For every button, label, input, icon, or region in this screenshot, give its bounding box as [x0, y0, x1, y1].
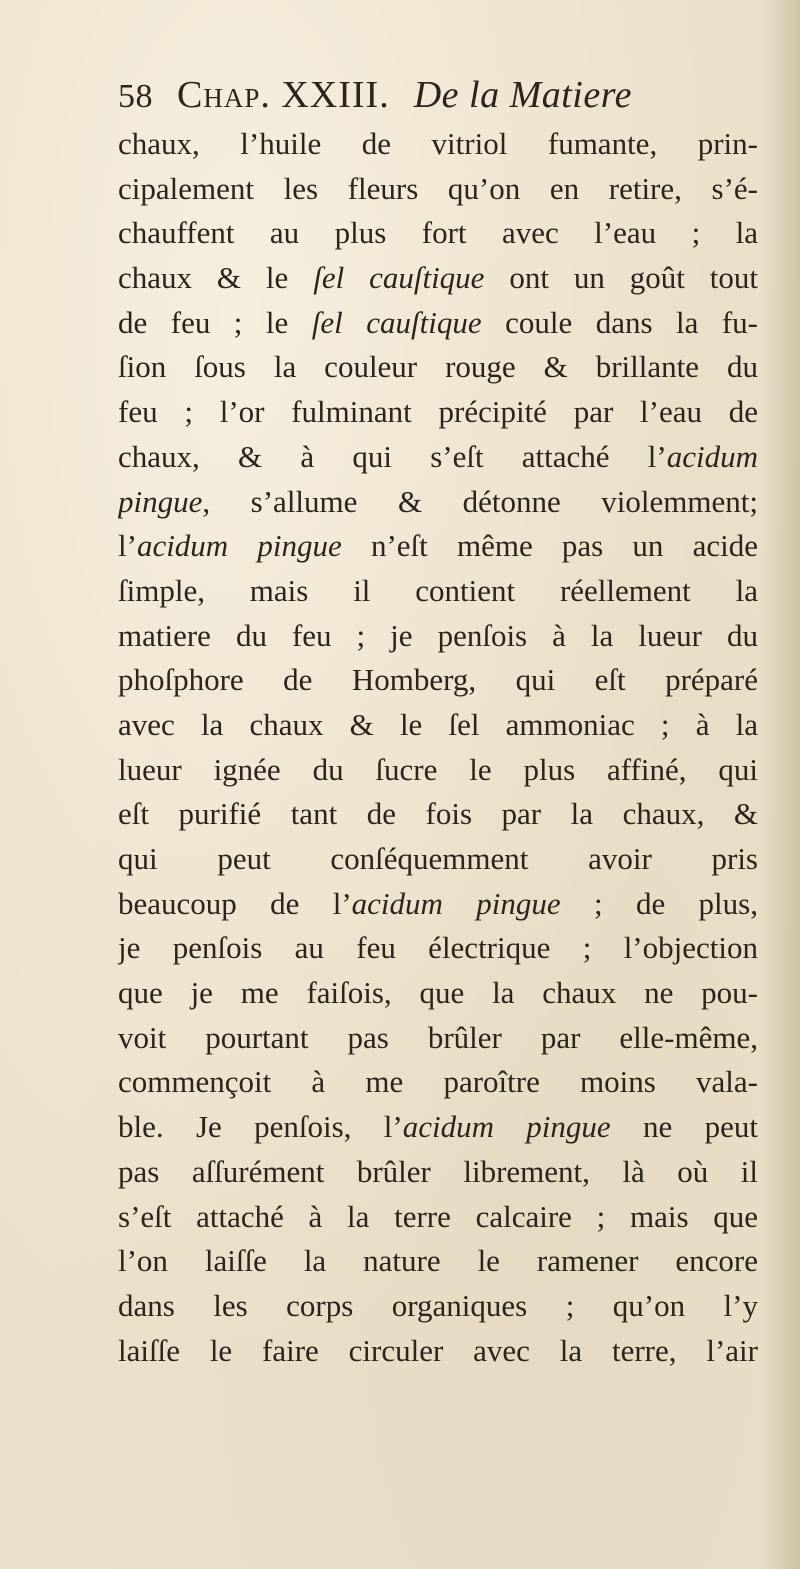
- chapter-heading: Chap. XXIII.: [177, 74, 390, 116]
- text-line: l’acidum pingue n’eſt même pas un acide: [118, 528, 758, 564]
- page-number: 58: [118, 78, 153, 115]
- text-line: je penſois au feu électrique ; l’objection: [118, 930, 758, 966]
- text-line: chauffent au plus fort avec l’eau ; la: [118, 215, 758, 251]
- body-text: [118, 122, 758, 1373]
- text-line: pingue, s’allume & détonne violemment;: [118, 483, 758, 519]
- text-line: que je me faiſois, que la chaux ne pou-: [118, 975, 758, 1011]
- text-line: qui peut conſéquemment avoir pris: [118, 841, 758, 876]
- text-line: avec la chaux & le ſel ammoniac ; à la: [118, 706, 758, 742]
- text-line: phoſphore de Homberg, qui eſt préparé: [118, 662, 758, 698]
- text-line: eſt purifié tant de fois par la chaux, &: [118, 796, 758, 832]
- page-edge-shadow: [760, 0, 800, 1569]
- text-line: chaux, & à qui s’eſt attaché l’acidum: [118, 438, 758, 474]
- text-line: lueur ignée du ſucre le plus affiné, qui: [118, 751, 758, 787]
- text-line: commençoit à me paroître moins vala-: [118, 1064, 758, 1100]
- text-line: beaucoup de l’acidum pingue ; de plus,: [118, 885, 758, 921]
- text-line: s’eſt attaché à la terre calcaire ; mais que: [118, 1198, 758, 1234]
- running-title: De la Matiere: [413, 74, 632, 116]
- text-line: pas aſſurément brûler librement, là où il: [118, 1153, 758, 1189]
- text-line: feu ; l’or fulminant précipité par l’eau de: [118, 394, 758, 430]
- text-line: ſion ſous la couleur rouge & brillante du: [118, 349, 758, 385]
- text-line: chaux, l’huile de vitriol fumante, prin-: [118, 126, 758, 161]
- text-line: de feu ; le ſel cauſtique coule dans la fu-: [118, 304, 758, 340]
- text-line: l’on laiſſe la nature le ramener encore: [118, 1243, 758, 1279]
- text-line: ſimple, mais il contient réellement la: [118, 572, 758, 608]
- text-line: cipalement les fleurs qu’on en retire, s’é-: [118, 170, 758, 206]
- text-line: laiſſe le faire circuler avec la terre, l’air: [118, 1332, 758, 1368]
- text-line: chaux & le ſel cauſtique ont un goût tout: [118, 260, 758, 296]
- text-line: matiere du feu ; je penſois à la lueur du: [118, 617, 758, 653]
- text-line: voit pourtant pas brûler par elle-même,: [118, 1019, 758, 1055]
- text-line: ble. Je penſois, l’acidum pingue ne peut: [118, 1109, 758, 1145]
- running-header: [118, 70, 632, 120]
- text-line: dans les corps organiques ; qu’on l’y: [118, 1287, 758, 1323]
